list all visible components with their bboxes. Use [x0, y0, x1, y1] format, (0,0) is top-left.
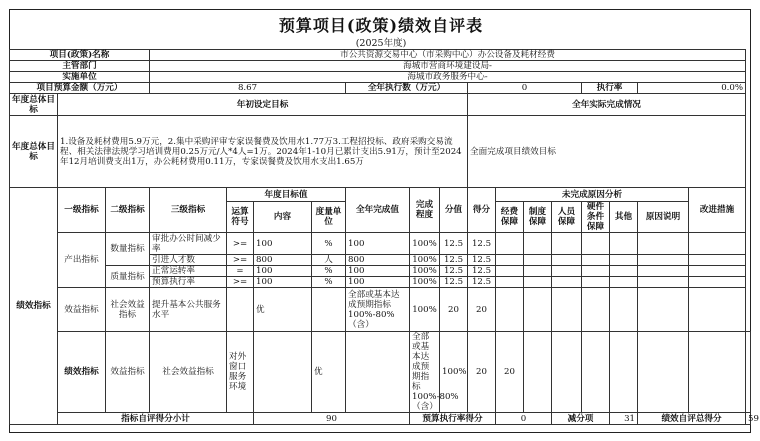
indicator-done: 100: [346, 277, 410, 288]
evaluation-form: [9, 9, 759, 433]
score-header: 分值: [440, 188, 468, 233]
unit-label: 实施单位: [10, 72, 150, 83]
indicator-l3: 对外窗口服务环境: [227, 332, 254, 413]
indicator-degree: 100%: [410, 266, 440, 277]
unit-value: 海城市政务服务中心-: [150, 72, 746, 83]
got-header: 得分: [468, 188, 496, 233]
actual-goal-header: 全年实际完成情况: [468, 94, 746, 116]
indicator-unit: [346, 332, 410, 413]
indicator-unit: 人: [312, 255, 346, 266]
level2-header: 二级指标: [106, 188, 150, 233]
goal-row-label: 年度总体目标: [10, 116, 58, 188]
indicator-got: 12.5: [468, 255, 496, 266]
budget-score-label: 预算执行率得分: [410, 413, 496, 425]
budget-label: 项目预算金额（万元）: [10, 83, 150, 94]
content-header: 内容: [254, 202, 312, 233]
reason-group-header: 未完成原因分析: [496, 188, 689, 202]
perf-indicator-label: 绩效指标: [10, 188, 58, 425]
indicator-l3: 审批办公时间减少率: [150, 233, 227, 255]
indicator-op: [254, 332, 312, 413]
indicator-score: 12.5: [440, 255, 468, 266]
initial-goal-text: 1.设备及耗材费用5.9万元，2.集中采购评审专家误餐费及饮用水1.77万3.工程招投标、政府采购交易流程、相关法律法规学习培训费用0.25万元/人*4人=1万。2024年1-10月已累计支出5.91万，预计至2024年12月培训费支出1万，办公耗材费用0.11万，专家误餐费及饮用水支出1.65万: [58, 116, 468, 188]
indicator-done: 全部或基本达成预期指标100%-80%（含）: [346, 288, 410, 332]
indicator-done: 100: [346, 266, 410, 277]
indicator-score: 20: [468, 332, 496, 413]
indicator-l2: 社会效益指标: [106, 288, 150, 332]
fix-header: 改进措施: [689, 188, 746, 233]
indicator-unit: %: [312, 233, 346, 255]
indicator-got: 12.5: [468, 266, 496, 277]
op-header: 运算符号: [227, 202, 254, 233]
form-title: 预算项目(政策)绩效自评表: [278, 16, 484, 35]
indicator-l3: 提升基本公共服务水平: [150, 288, 227, 332]
total-value: 59: [746, 413, 751, 425]
indicator-content: 优: [312, 332, 346, 413]
indicator-done: 800: [346, 255, 410, 266]
indicator-score: 12.5: [440, 266, 468, 277]
indicator-unit: %: [312, 277, 346, 288]
indicator-got: 20: [496, 332, 524, 413]
indicator-op: >=: [227, 255, 254, 266]
form-year: (2025年度): [355, 38, 407, 49]
evaluation-table: [9, 49, 759, 425]
indicator-score: 12.5: [440, 277, 468, 288]
indicator-op: =: [227, 266, 254, 277]
indicator-done: 全部或基本达成预期指标100%-80%（含）: [410, 332, 440, 413]
indicator-score: 20: [440, 288, 468, 332]
indicator-l2: 社会效益指标: [150, 332, 227, 413]
deduct-label: 减分项: [552, 413, 610, 425]
dept-label: 主管部门: [10, 61, 150, 72]
rate-value: 0.0%: [638, 83, 746, 94]
indicator-content: 800: [254, 255, 312, 266]
indicator-unit: %: [312, 266, 346, 277]
budget-value: 8.67: [150, 83, 346, 94]
indicator-done: 100: [346, 233, 410, 255]
reason-hardware-header: 硬件条件保障: [582, 202, 610, 233]
reason-funding-header: 经费保障: [496, 202, 524, 233]
indicator-op: >=: [227, 233, 254, 255]
initial-goal-header: 年初设定目标: [58, 94, 468, 116]
project-name: 市公共资源交易中心（市采购中心）办公设备及耗材经费: [150, 50, 746, 61]
subtotal-value: 90: [254, 413, 410, 425]
indicator-op: >=: [227, 277, 254, 288]
exec-label: 全年执行数（万元）: [346, 83, 468, 94]
indicator-l3: 正常运转率: [150, 266, 227, 277]
perf-indicator-label-2: 绩效指标: [58, 332, 106, 413]
indicator-got: 12.5: [468, 277, 496, 288]
unit-header: 度量单位: [312, 202, 346, 233]
indicator-degree: 100%: [410, 277, 440, 288]
level1-header: 一级指标: [58, 188, 106, 233]
indicator-degree: 100%: [410, 233, 440, 255]
reason-system-header: 制度保障: [524, 202, 552, 233]
deduct-value: 31: [610, 413, 638, 425]
indicator-l1: 效益指标: [106, 332, 150, 413]
indicator-content: 100: [254, 233, 312, 255]
subtotal-label: 指标自评得分小计: [58, 413, 254, 425]
indicator-l3: 预算执行率: [150, 277, 227, 288]
reason-note-header: 原因说明: [638, 202, 689, 233]
indicator-op: [227, 288, 254, 332]
reason-other-header: 其他: [610, 202, 638, 233]
indicator-content: 100: [254, 277, 312, 288]
indicator-score: 12.5: [440, 233, 468, 255]
rate-label: 执行率: [582, 83, 638, 94]
indicator-l2: 数量指标: [106, 233, 150, 266]
project-name-label: 项目(政策)名称: [10, 50, 150, 61]
indicator-degree: 100%: [410, 255, 440, 266]
indicator-l1: 产出指标: [58, 233, 106, 288]
overall-goal-label: 年度总体目标: [10, 94, 58, 116]
indicator-got: 20: [468, 288, 496, 332]
indicator-content: 优: [254, 288, 312, 332]
reason-staff-header: 人员保障: [552, 202, 582, 233]
indicator-content: 100: [254, 266, 312, 277]
indicator-l1: 效益指标: [58, 288, 106, 332]
dept-value: 海城市营商环境建设局-: [150, 61, 746, 72]
indicator-l2: 质量指标: [106, 266, 150, 288]
indicator-degree: 100%: [410, 288, 440, 332]
degree-header: 完成程度: [410, 188, 440, 233]
indicator-degree: 100%: [440, 332, 468, 413]
actual-goal-text: 全面完成项目绩效目标: [468, 116, 746, 188]
total-label: 绩效自评总得分: [638, 413, 746, 425]
exec-value: 0: [468, 83, 582, 94]
indicator-l3: 引进人才数: [150, 255, 227, 266]
indicator-got: 12.5: [468, 233, 496, 255]
target-group-header: 年度目标值: [227, 188, 346, 202]
indicator-unit: [312, 288, 346, 332]
full-year-header: 全年完成值: [346, 188, 410, 233]
level3-header: 三级指标: [150, 188, 227, 233]
budget-score-value: 0: [496, 413, 552, 425]
